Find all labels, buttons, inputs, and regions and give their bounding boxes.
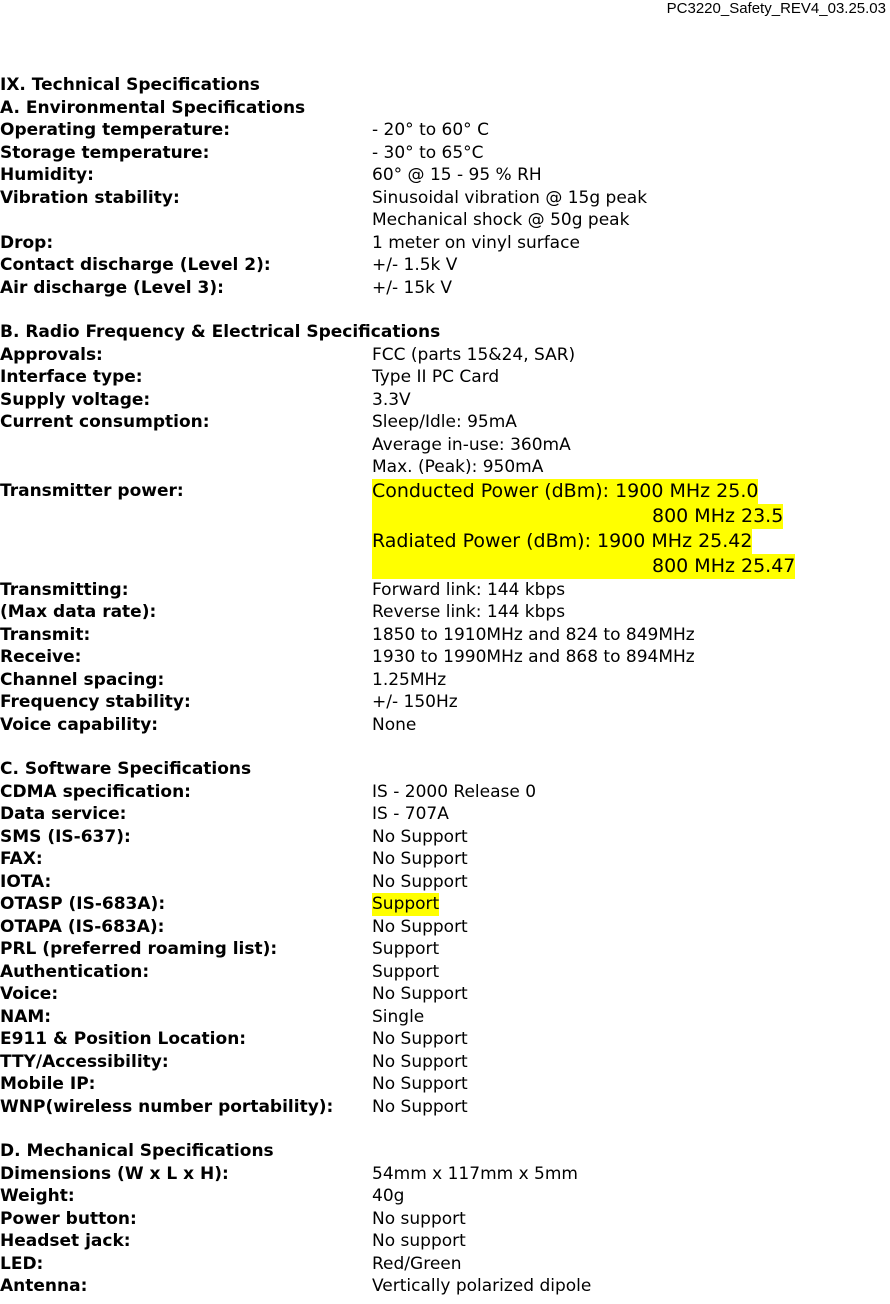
spec-value: Max. (Peak): 950mA	[372, 457, 544, 477]
spec-label: Power button:	[0, 1208, 137, 1229]
spec-label: Vibration stability:	[0, 187, 180, 208]
spec-value: Support	[372, 939, 440, 959]
spec-row	[0, 389, 890, 412]
spec-value: FCC (parts 15&24, SAR)	[372, 344, 576, 365]
spec-value: Sleep/Idle: 95mA	[372, 412, 517, 432]
spec-row	[0, 142, 890, 165]
spec-value: None	[372, 714, 417, 735]
spec-value: No Support	[372, 849, 468, 869]
section-heading-software: C. Software Specifications	[0, 759, 252, 779]
spec-value: 1.25MHz	[372, 669, 447, 690]
spec-row	[0, 691, 890, 714]
spec-row	[0, 1051, 890, 1074]
spec-label: Frequency stability:	[0, 692, 191, 712]
spec-label: Voice:	[0, 984, 59, 1004]
spec-label: Dimensions (W x L x H):	[0, 1163, 229, 1184]
spec-value: Forward link: 144 kbps	[372, 579, 566, 600]
spec-row	[0, 187, 890, 210]
spec-label: NAM:	[0, 1006, 52, 1027]
spec-label: LED:	[0, 1253, 44, 1274]
section-heading-mechanical: D. Mechanical Specifications	[0, 1141, 274, 1161]
spec-label	[0, 434, 372, 457]
spec-row	[0, 232, 890, 255]
spec-label: CDMA specification:	[0, 781, 191, 802]
spec-value: No Support	[372, 826, 468, 847]
spec-label: OTAPA (IS-683A):	[0, 916, 165, 937]
spec-value: Average in-use: 360mA	[372, 434, 571, 455]
spec-row	[0, 1073, 890, 1096]
spec-row	[0, 119, 890, 142]
spec-label: Current consumption:	[0, 412, 210, 432]
spec-value: 3.3V	[372, 389, 411, 410]
spec-value: No Support	[372, 1029, 468, 1049]
spec-row	[0, 1163, 890, 1186]
spec-row	[0, 1028, 890, 1051]
spec-label: TTY/Accessibility:	[0, 1051, 169, 1072]
spec-value: 1850 to 1910MHz and 824 to 849MHz	[372, 624, 695, 645]
spec-row	[0, 504, 890, 529]
spec-row	[0, 579, 890, 602]
spec-value: Support	[372, 961, 440, 982]
document-header: PC3220_Safety_REV4_03.25.03	[666, 0, 886, 17]
spec-label: Authentication:	[0, 961, 150, 982]
radio-table-top	[0, 344, 890, 479]
spec-label: Drop:	[0, 232, 54, 253]
spec-label: Receive:	[0, 647, 82, 667]
tx-power-line: Conducted Power (dBm): 1900 MHz 25.0	[372, 479, 759, 502]
spec-label: Transmitting:	[0, 579, 129, 600]
spec-label: SMS (IS-637):	[0, 826, 131, 847]
spec-value: Type II PC Card	[372, 367, 500, 387]
spec-value: No Support	[372, 1051, 468, 1072]
spec-value: Reverse link: 144 kbps	[372, 602, 566, 622]
spec-row	[0, 624, 890, 647]
spec-value: No Support	[372, 984, 468, 1004]
spec-row	[0, 938, 890, 961]
spec-row	[0, 1253, 890, 1276]
spec-row	[0, 1006, 890, 1029]
spec-label: IOTA:	[0, 871, 52, 892]
environmental-table	[0, 119, 890, 299]
spec-label: WNP(wireless number portability):	[0, 1096, 334, 1117]
spec-row	[0, 209, 890, 232]
spec-label: Supply voltage:	[0, 389, 151, 410]
spec-row	[0, 961, 890, 984]
spec-value: Red/Green	[372, 1253, 462, 1274]
spec-row	[0, 411, 890, 434]
software-table	[0, 781, 890, 1119]
spec-row	[0, 714, 890, 737]
spec-row	[0, 983, 890, 1006]
spec-value: Mechanical shock @ 50g peak	[372, 210, 630, 230]
spec-row	[0, 479, 890, 504]
spec-row	[0, 646, 890, 669]
spec-label: OTASP (IS-683A):	[0, 894, 166, 914]
spec-value: No Support	[372, 871, 468, 892]
tx-power-line: Radiated Power (dBm): 1900 MHz 25.42	[372, 529, 753, 552]
spec-row	[0, 669, 890, 692]
spec-value: 60° @ 15 - 95 % RH	[372, 165, 542, 185]
spec-label: Contact discharge (Level 2):	[0, 255, 271, 275]
spec-value: - 30° to 65°C	[372, 142, 484, 163]
spec-label: Headset jack:	[0, 1231, 131, 1251]
spec-row	[0, 1096, 890, 1119]
spec-value: Vertically polarized dipole	[372, 1276, 592, 1296]
spec-label: Weight:	[0, 1186, 75, 1206]
spec-row	[0, 916, 890, 939]
spec-label: Storage temperature:	[0, 142, 210, 163]
mechanical-table	[0, 1163, 890, 1298]
radio-table-bottom	[0, 579, 890, 737]
spec-label: Antenna:	[0, 1276, 88, 1296]
spec-label: Interface type:	[0, 367, 143, 387]
spec-value: 1 meter on vinyl surface	[372, 232, 580, 253]
spec-label: Transmit:	[0, 624, 91, 645]
spec-row	[0, 826, 890, 849]
transmitter-power-block	[0, 479, 890, 579]
spec-value: No Support	[372, 1096, 468, 1117]
spec-value: IS - 2000 Release 0	[372, 781, 537, 802]
spec-value: IS - 707A	[372, 804, 449, 824]
spec-value: Support	[372, 894, 440, 914]
spec-value: 1930 to 1990MHz and 868 to 894MHz	[372, 647, 695, 667]
spec-label: Operating temperature:	[0, 120, 231, 140]
spec-row	[0, 601, 890, 624]
spec-row	[0, 781, 890, 804]
spec-label: Mobile IP:	[0, 1074, 96, 1094]
spec-row	[0, 1185, 890, 1208]
spec-label: E911 & Position Location:	[0, 1029, 247, 1049]
spec-row	[0, 164, 890, 187]
spec-label: Channel spacing:	[0, 669, 165, 690]
spec-value: +/- 150Hz	[372, 692, 458, 712]
tx-power-line: 800 MHz 25.47	[372, 554, 795, 579]
spec-value: No Support	[372, 916, 468, 937]
spec-row	[0, 344, 890, 367]
spec-label: Air discharge (Level 3):	[0, 277, 224, 298]
spec-label: Voice capability:	[0, 714, 159, 735]
spec-label: (Max data rate):	[0, 602, 157, 622]
spec-row	[0, 456, 890, 479]
spec-label: Data service:	[0, 804, 127, 824]
spec-row	[0, 254, 890, 277]
spec-label: PRL (preferred roaming list):	[0, 939, 278, 959]
spec-row	[0, 803, 890, 826]
spec-row	[0, 434, 890, 457]
spec-row	[0, 848, 890, 871]
spec-label	[0, 209, 372, 232]
spec-value: No support	[372, 1231, 466, 1251]
spec-value: +/- 15k V	[372, 277, 453, 298]
spec-row	[0, 893, 890, 916]
spec-value: Single	[372, 1006, 425, 1027]
spec-row	[0, 277, 890, 300]
spec-row	[0, 554, 890, 579]
section-heading-radio: B. Radio Frequency & Electrical Specifications	[0, 322, 441, 342]
section-heading-environmental: A. Environmental Specifications	[0, 97, 306, 118]
spec-label: Humidity:	[0, 165, 94, 185]
spec-value: Sinusoidal vibration @ 15g peak	[372, 187, 648, 208]
spec-row	[0, 366, 890, 389]
page-title: IX. Technical Specifications	[0, 75, 260, 95]
spec-label: Approvals:	[0, 344, 103, 365]
spec-label: Transmitter power:	[0, 480, 184, 501]
spec-value: - 20° to 60° C	[372, 120, 489, 140]
spec-value: 54mm x 117mm x 5mm	[372, 1163, 578, 1184]
spec-row	[0, 871, 890, 894]
spec-value: +/- 1.5k V	[372, 255, 458, 275]
spec-row	[0, 1275, 890, 1298]
spec-row	[0, 1230, 890, 1253]
spec-row	[0, 529, 890, 554]
spec-label: FAX:	[0, 849, 43, 869]
spec-row	[0, 1208, 890, 1231]
spec-value: No support	[372, 1208, 466, 1229]
spec-label	[0, 456, 372, 479]
spec-value: 40g	[372, 1186, 405, 1206]
spec-document	[0, 74, 890, 1298]
tx-power-line: 800 MHz 23.5	[372, 504, 783, 529]
spec-value: No Support	[372, 1074, 468, 1094]
